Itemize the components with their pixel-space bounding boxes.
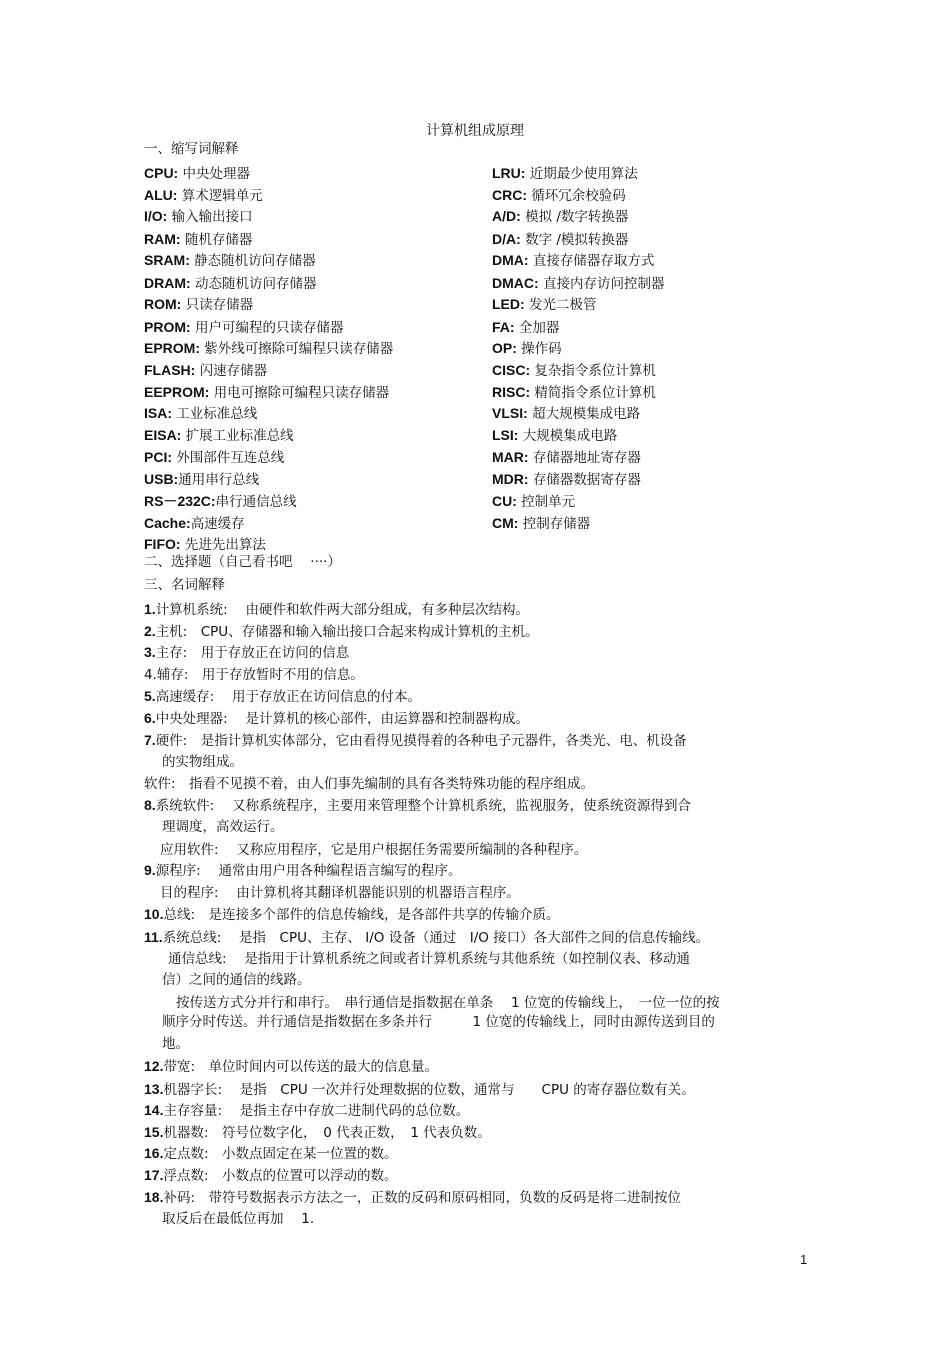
- abbr-item: DMA: 直接存储器存取方式: [492, 252, 655, 269]
- term-entry: 13.机器字长: 是指 CPU 一次并行处理数据的位数，通常与 CPU 的寄存器位数有关。: [144, 1081, 695, 1098]
- abbr-item: DRAM: 动态随机访问存储器: [144, 275, 317, 292]
- section-heading-terms: 三、名词解释: [144, 577, 225, 593]
- term-entry: 17.浮点数: 小数点的位置可以浮动的数。: [144, 1167, 398, 1184]
- abbr-item: Cache:高速缓存: [144, 515, 245, 532]
- term-entry: 软件: 指看不见摸不着，由人们事先编制的具有各类特殊功能的程序组成。: [144, 776, 595, 792]
- term-entry: 15.机器数: 符号位数字化， 0 代表正数， 1 代表负数。: [144, 1124, 491, 1141]
- abbr-item: EPROM: 紫外线可擦除可编程只读存储器: [144, 340, 394, 357]
- abbr-item: FA: 全加器: [492, 319, 560, 336]
- abbr-item: VLSI: 超大规模集成电路: [492, 405, 641, 422]
- term-continuation: 顺序分时传送。并行通信是指数据在多条并行 1 位宽的传输线上，同时由源传送到目的: [162, 1014, 715, 1030]
- term-entry: 通信总线: 是指用于计算机系统之间或者计算机系统与其他系统（如控制仪表、移动通: [168, 951, 690, 967]
- abbr-item: OP: 操作码: [492, 340, 562, 357]
- abbr-item: CU: 控制单元: [492, 493, 576, 510]
- term-entry: 7.硬件: 是指计算机实体部分，它由看得见摸得着的各种电子元器件，各类光、电、机设备: [144, 732, 687, 749]
- abbr-item: D/A: 数字 /模拟转换器: [492, 231, 629, 248]
- abbr-item: CM: 控制存储器: [492, 515, 591, 532]
- term-continuation: 理调度，高效运行。: [162, 819, 284, 835]
- term-entry: 12.带宽: 单位时间内可以传送的最大的信息量。: [144, 1058, 439, 1075]
- term-entry: 10.总线: 是连接多个部件的信息传输线，是各部件共享的传输介质。: [144, 906, 560, 923]
- term-entry: 6.中央处理器: 是计算机的核心部件，由运算器和控制器构成。: [144, 710, 530, 727]
- term-continuation: 信）之间的通信的线路。: [162, 972, 311, 988]
- abbr-item: USB:通用串行总线: [144, 471, 260, 488]
- abbr-item: FLASH: 闪速存储器: [144, 362, 268, 379]
- term-entry: 目的程序: 由计算机将其翻译机器能识别的机器语言程序。: [160, 885, 520, 901]
- term-entry: 3.主存: 用于存放正在访问的信息: [144, 644, 350, 661]
- term-entry: 按传送方式分并行和串行。 串行通信是指数据在单条 1 位宽的传输线上， 一位一位的按: [176, 995, 720, 1011]
- abbr-item: EISA: 扩展工业标准总线: [144, 427, 294, 444]
- abbr-item: ISA: 工业标准总线: [144, 405, 258, 422]
- abbr-item: MDR: 存储器数据寄存器: [492, 471, 641, 488]
- abbr-item: RAM: 随机存储器: [144, 231, 253, 248]
- abbr-item: SRAM: 静态随机访问存储器: [144, 252, 316, 269]
- term-continuation: 取反后在最低位再加 1.: [162, 1211, 315, 1227]
- term-continuation: 的实物组成。: [162, 754, 243, 770]
- term-entry: 8.系统软件: 又称系统程序，主要用来管理整个计算机系统，监视服务，使系统资源得到合: [144, 797, 692, 814]
- abbr-item: I/O: 输入输出接口: [144, 208, 253, 225]
- abbr-item: LRU: 近期最少使用算法: [492, 165, 638, 182]
- term-entry: 11.系统总线: 是指 CPU、主存、 I/O 设备（通过 I/O 接口）各大部件之间的信息传输线。: [144, 929, 710, 946]
- term-entry: 16.定点数: 小数点固定在某一位置的数。: [144, 1145, 398, 1162]
- term-entry: 14.主存容量: 是指主存中存放二进制代码的总位数。: [144, 1102, 470, 1119]
- abbr-item: A/D: 模拟 /数字转换器: [492, 208, 629, 225]
- term-continuation: 地。: [162, 1036, 189, 1052]
- term-entry: 应用软件: 又称应用程序，它是用户根据任务需要所编制的各种程序。: [160, 842, 588, 858]
- section-heading-choice: 二、选择题（自己看书吧 ····）: [144, 554, 341, 570]
- abbr-item: ROM: 只读存储器: [144, 296, 254, 313]
- page-number: 1: [800, 1252, 808, 1267]
- term-entry: 2.主机: CPU、存储器和输入输出接口合起来构成计算机的主机。: [144, 623, 539, 640]
- term-entry: 5.高速缓存: 用于存放正在访问信息的付本。: [144, 688, 422, 705]
- abbr-item: CISC: 复杂指令系位计算机: [492, 362, 656, 379]
- abbr-item: PCI: 外围部件互连总线: [144, 449, 285, 466]
- abbr-item: RS－232C:串行通信总线: [144, 493, 297, 510]
- abbr-item: EEPROM: 用电可擦除可编程只读存储器: [144, 384, 390, 401]
- term-entry: 1.计算机系统: 由硬件和软件两大部分组成，有多种层次结构。: [144, 601, 530, 618]
- abbr-item: MAR: 存储器地址寄存器: [492, 449, 641, 466]
- term-entry: 4.辅存: 用于存放暂时不用的信息。: [144, 667, 364, 683]
- abbr-item: CRC: 循环冗余校验码: [492, 187, 626, 204]
- abbr-item: DMAC: 直接内存访问控制器: [492, 275, 665, 292]
- abbr-item: LED: 发光二极管: [492, 296, 597, 313]
- abbr-item: RISC: 精简指令系位计算机: [492, 384, 656, 401]
- abbr-item: ALU: 算术逻辑单元: [144, 187, 263, 204]
- abbr-item: FIFO: 先进先出算法: [144, 536, 266, 553]
- abbr-item: PROM: 用户可编程的只读存储器: [144, 319, 344, 336]
- abbr-item: CPU: 中央处理器: [144, 165, 251, 182]
- page-title: 计算机组成原理: [426, 123, 524, 139]
- term-entry: 18.补码: 带符号数据表示方法之一，正数的反码和原码相同，负数的反码是将二进制按位: [144, 1189, 682, 1206]
- abbr-item: LSI: 大规模集成电路: [492, 427, 618, 444]
- term-entry: 9.源程序: 通常由用户用各种编程语言编写的程序。: [144, 862, 462, 879]
- section-heading-abbreviations: 一、缩写词解释: [144, 141, 239, 157]
